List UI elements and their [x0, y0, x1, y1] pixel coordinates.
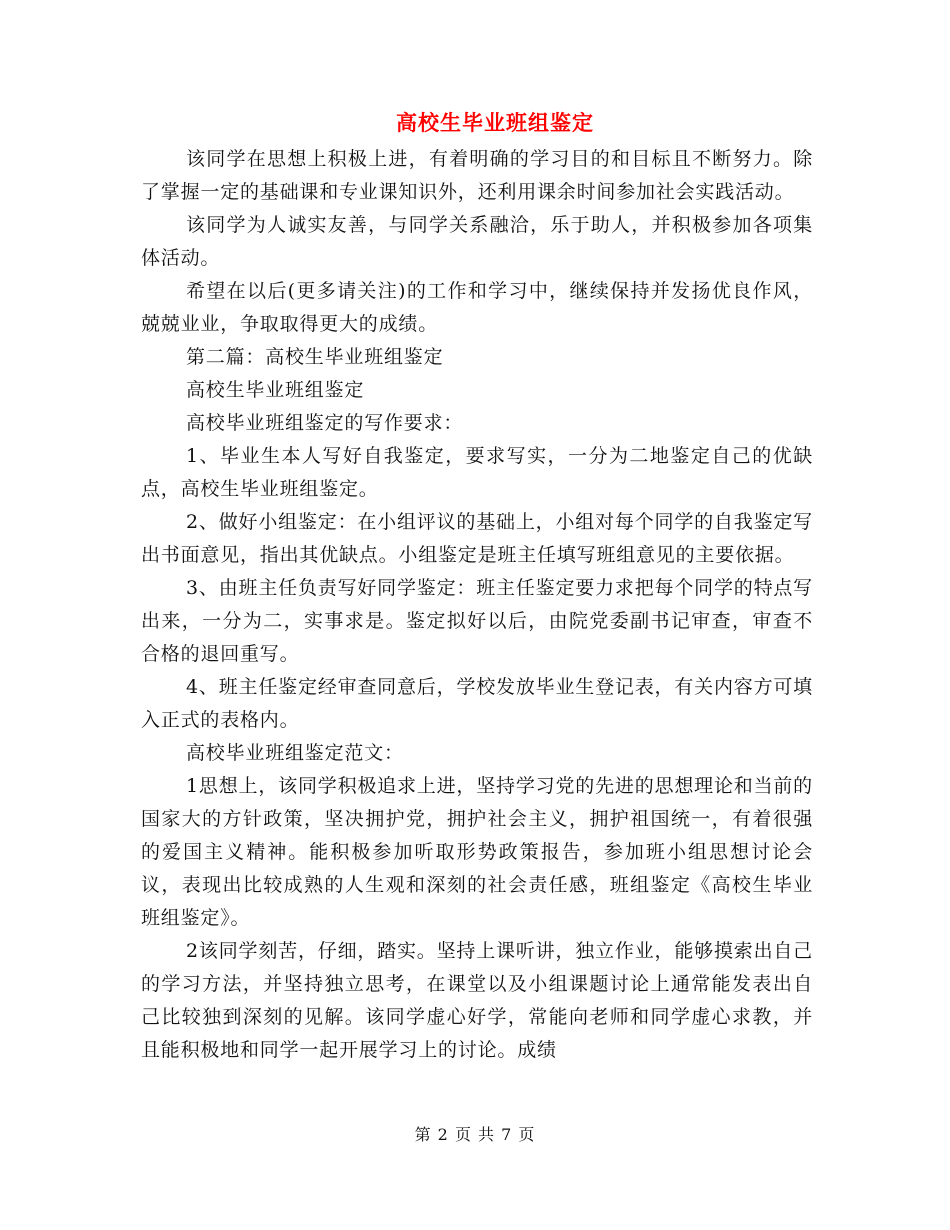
list-item: 4、班主任鉴定经审查同意后，学校发放毕业生登记表，有关内容方可填入正式的表格内。	[141, 676, 813, 731]
list-item: 2、做好小组鉴定：在小组评议的基础上，小组对每个同学的自我鉴定写出书面意见，指出其优缺点。小组鉴定是班主任填写班组意见的主要依据。	[141, 511, 813, 566]
list-item: 1、毕业生本人写好自我鉴定，要求写实，一分为二地鉴定自己的优缺点，高校生毕业班组鉴定。	[141, 445, 813, 500]
list-item: 3、由班主任负责写好同学鉴定：班主任鉴定要力求把每个同学的特点写出来，一分为二，实事求是。鉴定拟好以后，由院党委副书记审查，审查不合格的退回重写。	[141, 577, 813, 665]
paragraph: 1思想上，该同学积极追求上进，坚持学习党的先进的思想理论和当前的国家大的方针政策，坚决拥护党，拥护社会主义，拥护祖国统一，有着很强的爱国主义精神。能积极参加听取形势政策报告，参加班小组思想讨论会议，表现出比较成熟的人生观和深刻的社会责任感，班组鉴定《高校生毕业班组鉴定》。	[141, 775, 813, 929]
paragraph: 高校毕业班组鉴定范文：	[186, 742, 404, 764]
section-heading: 第二篇：高校生毕业班组鉴定	[186, 346, 444, 368]
document-body	[141, 143, 813, 1067]
page-number-footer: 第 2 页 共 7 页	[414, 1125, 536, 1144]
paragraph: 高校毕业班组鉴定的写作要求：	[186, 412, 464, 434]
paragraph: 该同学在思想上积极上进，有着明确的学习目的和目标且不断努力。除了掌握一定的基础课和专业课知识外，还利用课余时间参加社会实践活动。	[141, 148, 813, 203]
paragraph: 希望在以后(更多请关注)的工作和学习中，继续保持并发扬优良作风，兢兢业业，争取取得更大的成绩。	[141, 280, 813, 335]
paragraph: 2该同学刻苦，仔细，踏实。坚持上课听讲，独立作业，能够摸索出自己的学习方法，并坚持独立思考，在课堂以及小组课题讨论上通常能发表出自己比较独到深刻的见解。该同学虚心好学，常能向老师和同学虚心求教，并且能积极地和同学一起开展学习上的讨论。成绩	[141, 940, 813, 1061]
document-title: 高校生毕业班组鉴定	[396, 110, 594, 135]
paragraph: 该同学为人诚实友善，与同学关系融洽，乐于助人，并积极参加各项集体活动。	[141, 214, 813, 269]
section-subtitle: 高校生毕业班组鉴定	[186, 379, 365, 401]
